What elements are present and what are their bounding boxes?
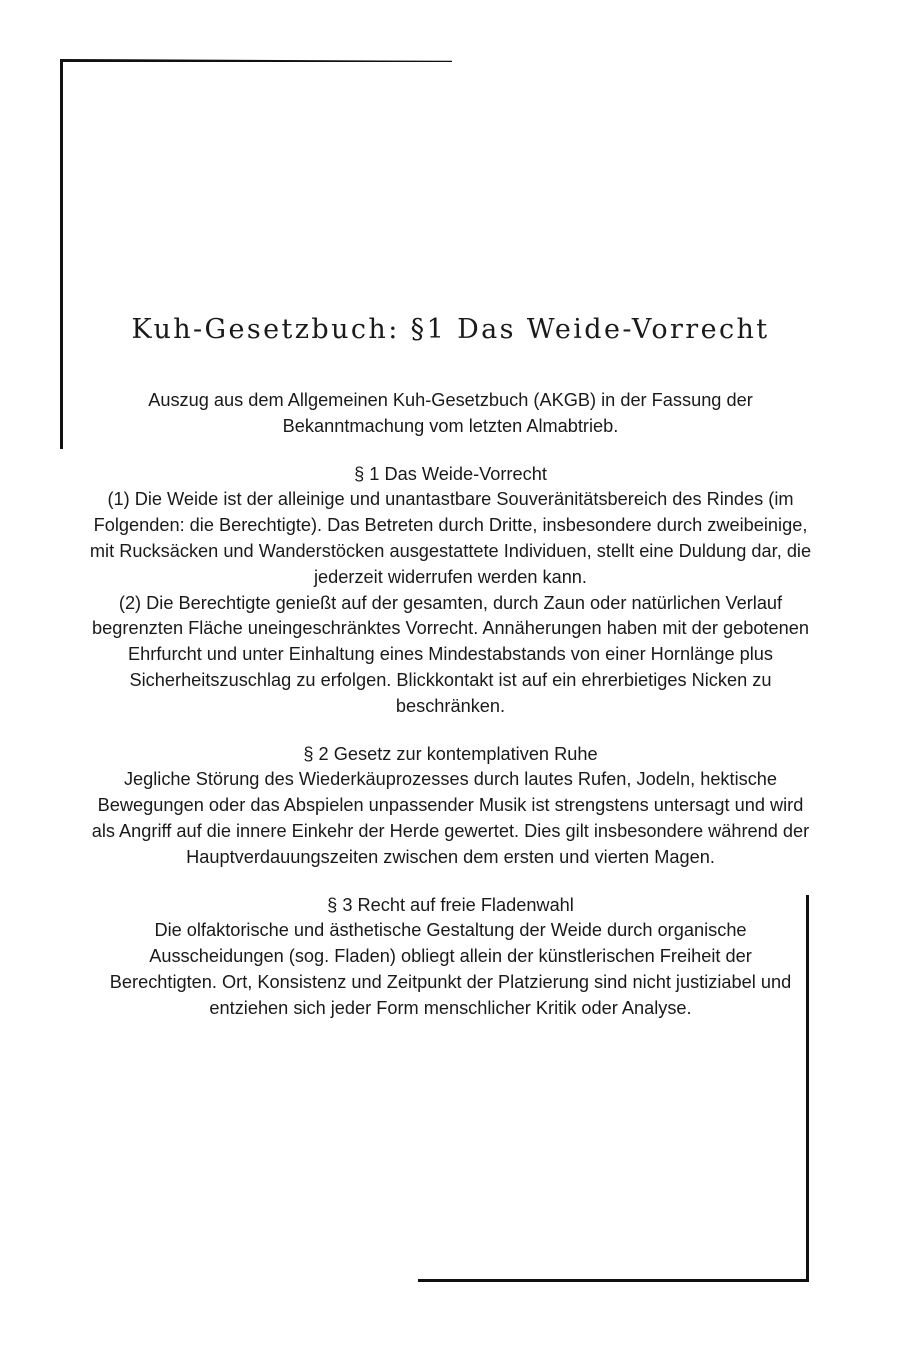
section-heading: § 3 Recht auf freie Fladenwahl: [327, 894, 574, 915]
frame-corner-top-left-horizontal: [60, 59, 452, 62]
section-paragraph: Jegliche Störung des Wiederkäuprozesses durch lautes Rufen, Jodeln, hektische Bewegungen oder das Abspielen unpassender Musik ist strengstens untersagt und wird als Angriff auf die innere Einkehr der Herde gewertet. Dies gilt insbesondere während der Hauptverdauungszeiten zwischen dem ersten und vierten Magen.: [91, 769, 810, 867]
frame-corner-top-left-vertical: [60, 59, 63, 449]
section-3: [80, 893, 821, 1022]
document-intro: Auszug aus dem Allgemeinen Kuh-Gesetzbuch (AKGB) in der Fassung der Bekanntmachung vom letzten Almabtrieb.: [148, 390, 753, 436]
section-2: [80, 742, 821, 871]
section-paragraph: Die olfaktorische und ästhetische Gestaltung der Weide durch organische Ausscheidungen (sog. Fladen) obliegt allein der künstlerischen Freiheit der Berechtigten. Ort, Konsistenz und Zeitpunkt der Platzierung sind nicht justiziabel und entziehen sich jeder Form menschlicher Kritik oder Analyse.: [109, 920, 792, 1018]
section-heading: § 2 Gesetz zur kontemplativen Ruhe: [303, 743, 598, 764]
frame-corner-bottom-right-horizontal: [418, 1279, 809, 1282]
section-heading: § 1 Das Weide-Vorrecht: [354, 463, 547, 484]
document-title: Kuh-Gesetzbuch: §1 Das Weide-Vorrecht: [131, 314, 770, 345]
section-paragraph: (2) Die Berechtigte genießt auf der gesamten, durch Zaun oder natürlichen Verlauf begrenzten Fläche uneingeschränktes Vorrecht. Annäherungen haben mit der gebotenen Ehrfurcht und unter Einhaltung eines Mindestabstands von einer Hornlänge plus Sicherheitszuschlag zu erfolgen. Blickkontakt ist auf ein ehrerbietiges Nicken zu beschränken.: [92, 592, 809, 716]
document-body: [80, 310, 821, 1044]
section-paragraph: (1) Die Weide ist der alleinige und unantastbare Souveränitätsbereich des Rindes (im Folgenden: die Berechtigte). Das Betreten durch Dritte, insbesondere durch zweibeinige, mit Rucksäcken und Wanderstöcken ausgestattete Individuen, stellt eine Duldung dar, die jederzeit widerrufen werden kann.: [89, 489, 812, 587]
section-1: [80, 462, 821, 720]
